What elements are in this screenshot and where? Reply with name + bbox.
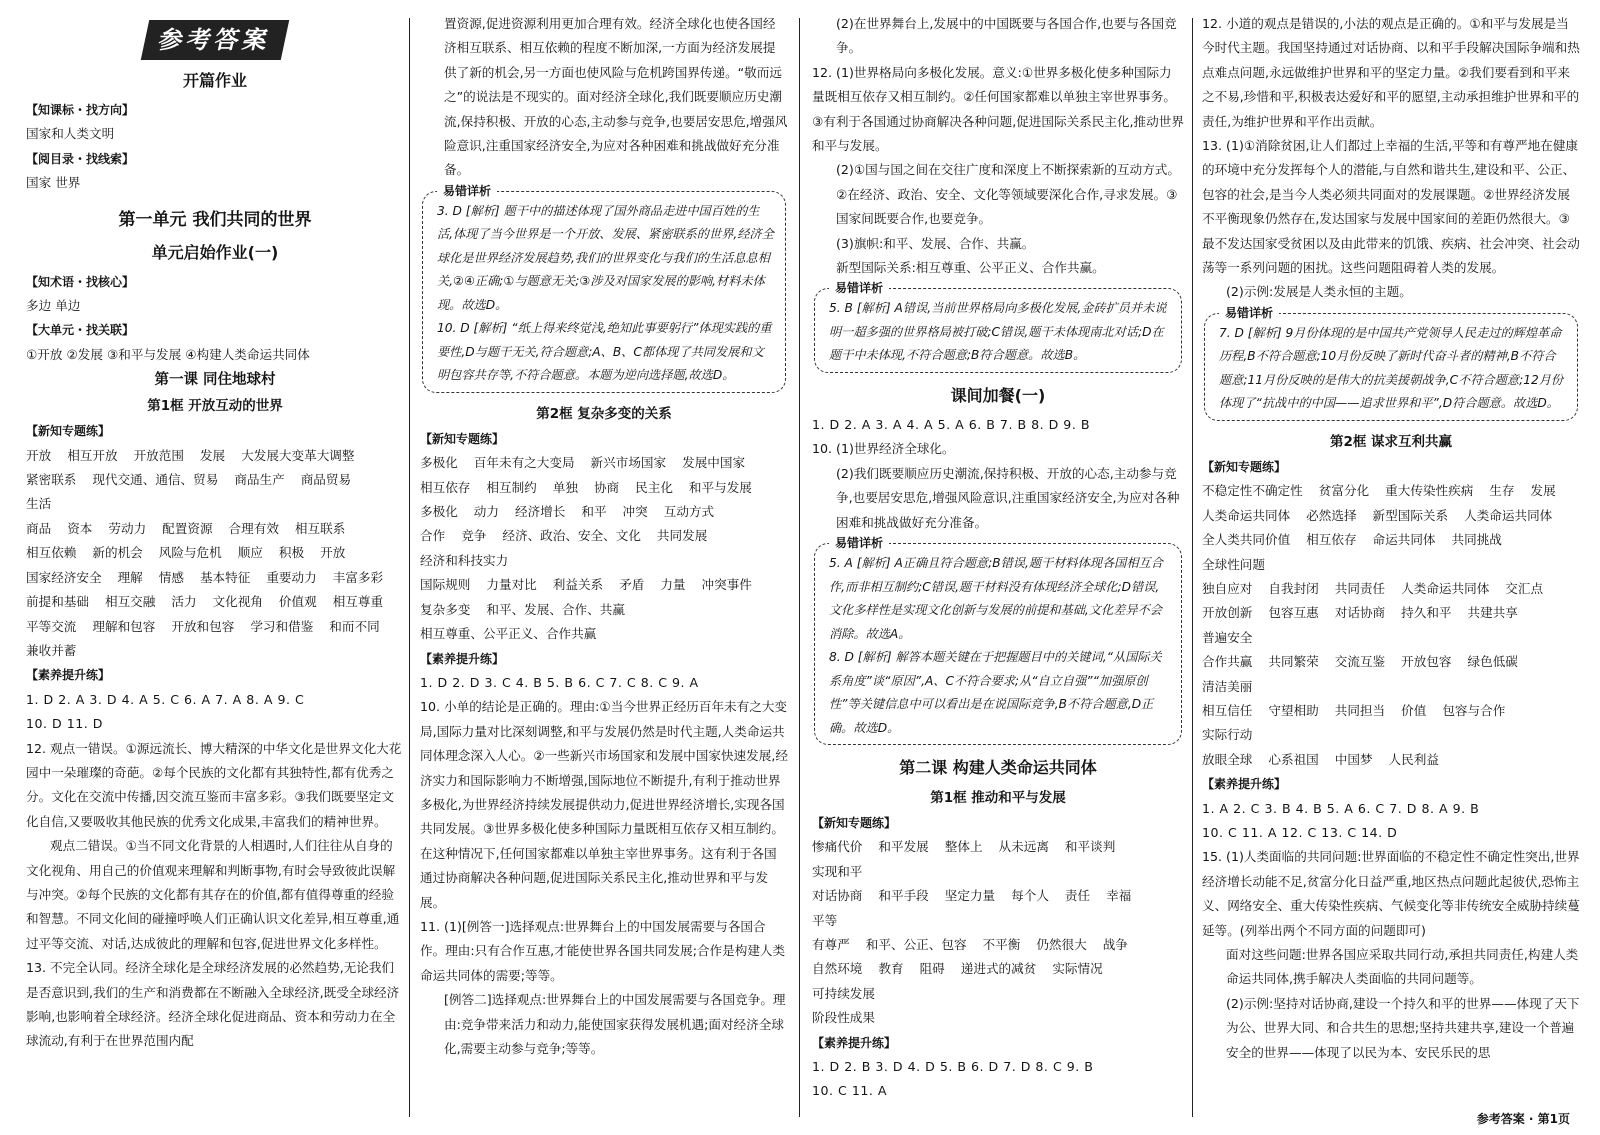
answer-text: 国家和人类文明 — [26, 126, 115, 142]
keyword-row — [26, 615, 404, 639]
keyword: 递进式的减贫 — [960, 961, 1037, 977]
keyword: 共同责任 — [1334, 580, 1386, 596]
extra-title: 课间加餐(一) — [950, 385, 1046, 405]
keyword: 经济增长 — [514, 504, 566, 520]
keyword: 商品 — [26, 520, 52, 536]
section-tag: 【素养提升练】 — [812, 1035, 897, 1050]
keyword: 协商 — [593, 479, 620, 495]
keyword: 人类命运共同体 — [1202, 507, 1291, 523]
keyword: 相互联系 — [294, 520, 346, 536]
keyword: 开放创新 — [1202, 605, 1253, 621]
box-title: 易错详析 — [437, 181, 497, 201]
keyword-row — [1202, 577, 1580, 601]
keyword: 积极 — [278, 545, 305, 561]
answer-paragraph: 置资源,促进资源利用更加合理有效。经济全球化也使各国经济相互联系、相互依赖的程度不断加深,一方面为经济发展提供了新的机会,另一方面也使风险与危机跨国界传递。“敬而远之”的说法是不现实的。面对经济全球化,我们既要顺应历史潮流,保持积极、开放的心态,主动参与竞争,也要居安思危,增强风险意识,注重国家经济安全,为应对各种困难和挑战做好充分准备。 — [444, 16, 788, 178]
opening-block — [26, 98, 404, 196]
keyword-row — [420, 476, 788, 500]
keyword: 和平发展 — [878, 839, 929, 855]
keyword: 多极化 — [420, 455, 458, 471]
keyword: 冲突 — [622, 504, 648, 520]
keyword: 发展中国家 — [682, 455, 746, 471]
section-tag: 【新知专题练】 — [812, 816, 897, 830]
column-1 — [26, 12, 404, 1121]
section-tag: 【素养提升练】 — [1202, 777, 1287, 792]
page-number: 参考答案 · 第1页 — [1476, 1112, 1570, 1126]
answer-paragraph: 新型国际关系:相互尊重、公平正义、合作共赢。 — [836, 260, 1105, 276]
keyword-row — [812, 1006, 1184, 1030]
answer-banner-text: 参考答案 — [141, 20, 290, 60]
keyword: 实现和平 — [812, 863, 863, 879]
keyword: 情感 — [158, 569, 184, 585]
answer-paragraph: 13. 不完全认同。经济全球化是全球经济发展的必然趋势,无论我们是否意识到,我们的生产和消费都在不断融入全球经济,既受全球经济影响,也影响着全球经济。经济全球化促进商品、资本和劳动力在全球流动,有利于在世界范围内配 — [26, 960, 400, 1049]
keyword: 和平与发展 — [688, 479, 752, 495]
section-tag: 【素养提升练】 — [420, 651, 505, 666]
keyword: 绿色低碳 — [1467, 654, 1518, 670]
keyword-row — [420, 500, 788, 524]
keyword: 相互尊重 — [332, 594, 384, 610]
mc-answers: 1. D 2. A 3. D 4. A 5. C 6. A 7. A 8. A 9. C — [26, 691, 305, 707]
keyword: 重大传染性疾病 — [1385, 483, 1474, 499]
keyword: 不稳定性不确定性 — [1202, 483, 1303, 499]
keyword: 清洁美丽 — [1202, 678, 1253, 694]
keyword-row — [1202, 528, 1580, 577]
keyword-row — [1202, 479, 1580, 503]
frame-title: 第2框 复杂多变的关系 — [536, 405, 672, 422]
keyword: 共建共享 — [1467, 605, 1518, 621]
keyword: 动力 — [473, 504, 499, 520]
keyword: 矛盾 — [619, 577, 645, 593]
keyword: 竞争 — [461, 528, 487, 544]
keyword: 不平衡 — [982, 937, 1021, 953]
keyword: 相互依存 — [1306, 532, 1357, 548]
answer-paragraph: (2)示例:发展是人类永恒的主题。 — [1226, 284, 1412, 300]
keyword: 相互交融 — [104, 594, 156, 610]
keyword-row — [1202, 748, 1580, 772]
keyword: 紧密联系 — [26, 472, 77, 488]
keyword: 开放 — [320, 545, 346, 561]
answer-paragraph: 12. 小道的观点是错误的,小法的观点是正确的。①和平与发展是当今时代主题。我国坚持通过对话协商、以和平手段解决国际争端和热点难点问题,永远做维护世界和平的坚定力量。②我们要看到和平来之不易,珍惜和平,积极表达爱好和平的愿望,主动承担维护世界和平的责任,为维护世界和平作出贡献。 — [1202, 16, 1580, 129]
answer-banner — [26, 20, 404, 60]
keyword: 顺应 — [237, 545, 263, 561]
unit-start-title: 单元启始作业(一) — [151, 242, 279, 262]
keyword: 经济、政治、安全、文化 — [502, 528, 641, 544]
keyword-row — [1202, 504, 1580, 528]
keyword: 新兴市场国家 — [590, 455, 667, 471]
frame-title: 第1框 开放互动的世界 — [147, 398, 283, 415]
keyword-row — [26, 517, 404, 541]
keyword: 丰富多彩 — [332, 569, 384, 585]
keyword: 互动方式 — [663, 504, 715, 520]
keyword: 相互依存 — [420, 479, 471, 495]
keyword: 理解和包容 — [92, 618, 156, 634]
section-tag: 【知课标・找方向】 — [26, 103, 135, 117]
keyword: 包容互惠 — [1268, 605, 1319, 621]
keyword: 幸福 — [1106, 888, 1132, 904]
keyword: 价值 — [1401, 702, 1427, 718]
keyword: 教育 — [878, 961, 904, 977]
keyword: 经济和科技实力 — [420, 552, 509, 568]
keyword-row — [26, 566, 404, 590]
frame-title: 第1框 推动和平与发展 — [930, 790, 1066, 806]
keyword: 力量对比 — [486, 577, 537, 593]
keyword: 对话协商 — [1334, 605, 1386, 621]
box-text: 10. D [解析] “纸上得来终觉浅,绝知此事要躬行”体现实践的重要性,D与题干无关,符合题意;A、B、C都体现了共同发展和文明包容共存等,不符合题意。本题为逆向选择题,故选D。 — [437, 321, 772, 383]
mc-answers: 10. D 11. D — [26, 716, 103, 732]
keyword: 商品生产 — [234, 472, 285, 488]
keyword-row — [812, 957, 1184, 1006]
keyword: 配置资源 — [162, 520, 213, 536]
box-text: 7. D [解析] 9月份体现的是中国共产党领导人民走过的辉煌革命历程,B不符合题意;10月份反映了新时代奋斗者的精神,B不符合题意;11月份反映的是伟大的抗美援朝战争,C不符合题意;12月份体现了“抗战中的中国——追求世界和平”,D符合题意。故选D。 — [1219, 325, 1564, 411]
keyword-row — [1202, 601, 1580, 650]
answer-paragraph: 12. (1)世界格局向多极化发展。意义:①世界多极化使多种国际力量既相互依存又相互制约。②任何国家都难以单独主宰世界事务。③有利于各国通过协商解决各种问题,促进国际关系民主化,推动世界和平与发展。 — [812, 64, 1184, 154]
keyword: 平等 — [812, 912, 838, 928]
keyword: 冲突事件 — [701, 577, 752, 593]
keyword: 中国梦 — [1334, 751, 1373, 767]
keyword: 发展 — [1530, 483, 1556, 499]
keyword: 全人类共同价值 — [1202, 532, 1291, 548]
keyword: 必然选择 — [1306, 507, 1357, 523]
keyword: 自然环境 — [812, 961, 863, 977]
keyword: 新型国际关系 — [1372, 507, 1449, 523]
section-tag: 【新知专题练】 — [420, 431, 505, 446]
keyword: 相互依赖 — [26, 545, 77, 561]
keyword: 人民利益 — [1388, 751, 1439, 767]
keyword-row — [26, 639, 404, 663]
keyword-list — [1202, 479, 1580, 772]
keyword: 和平 — [581, 504, 607, 520]
mc-answers: 1. A 2. C 3. B 4. B 5. A 6. C 7. D 8. A 9. B — [1202, 800, 1480, 816]
keyword: 平等交流 — [26, 618, 77, 634]
keyword: 共同发展 — [656, 528, 708, 544]
section-tag: 【素养提升练】 — [26, 668, 111, 683]
keyword: 劳动力 — [108, 520, 147, 536]
keyword: 全球性问题 — [1202, 556, 1265, 572]
keyword: 和平、公正、包容 — [865, 937, 967, 953]
column-divider — [409, 18, 410, 1117]
keyword: 新的机会 — [92, 545, 143, 561]
keyword-row — [812, 884, 1184, 933]
keyword: 实际行动 — [1202, 727, 1253, 743]
keyword: 和平谈判 — [1064, 839, 1116, 855]
keyword-row — [26, 468, 404, 517]
keyword-row — [420, 451, 788, 475]
keyword: 兼收并蓄 — [26, 642, 77, 658]
keyword-row — [26, 444, 404, 468]
keyword: 生活 — [26, 496, 52, 512]
keyword: 共同挑战 — [1451, 532, 1502, 548]
keyword-row — [420, 598, 788, 647]
keyword: 坚定力量 — [944, 888, 996, 904]
section-tag: 【新知专题练】 — [26, 424, 111, 439]
answer-paragraph: [例答二]选择观点:世界舞台上的中国发展需要与各国竞争。理由:竞争带来活力和动力,能使国家获得发展机遇;面对经济全球化,需要主动参与竞争;等等。 — [444, 992, 786, 1056]
answer-paragraph: (2)我们既要顺应历史潮流,保持积极、开放的心态,主动参与竞争,也要居安思危,增强风险意识,注重国家经济安全,为应对各种困难和挑战做好充分准备。 — [836, 465, 1180, 530]
opening-title: 开篇作业 — [182, 71, 247, 90]
keyword: 开放包容 — [1401, 654, 1452, 670]
keyword: 百年未有之大变局 — [473, 455, 575, 471]
keyword: 可持续发展 — [812, 985, 875, 1001]
section-tag: 【知术语・找核心】 — [26, 274, 135, 289]
keyword: 合理有效 — [228, 520, 279, 536]
answer-paragraph: (2)在世界舞台上,发展中的中国既要与各国合作,也要与各国竞争。 — [836, 16, 1177, 56]
answer-paragraph: 面对这些问题:世界各国应采取共同行动,承担共同责任,构建人类命运共同体,携手解决人类面临的共同问题等。 — [1226, 947, 1579, 987]
keyword: 放眼全球 — [1202, 751, 1253, 767]
mc-answers: 1. D 2. A 3. A 4. A 5. A 6. B 7. B 8. D 9. B — [812, 416, 1090, 432]
keyword: 商品贸易 — [300, 472, 352, 488]
error-analysis-box — [1204, 305, 1578, 421]
answer-paragraph: 13. (1)①消除贫困,让人们都过上幸福的生活,平等和有尊严地在健康的环境中充分发挥每个人的潜能,与自然和谐共生,建设和平、公正、包容的社会,是当今人类必须共同面对的发展课题。②世界经济发展不平衡现象仍然存在,发达国家与发展中国家间的差距仍然很大。③最不发达国家受贫困以及由此带来的饥饿、疾病、社会冲突、社会动荡等一系列问题的困扰。这些问题阻碍着人类的发展。 — [1202, 138, 1580, 276]
keyword-row — [812, 933, 1184, 957]
keyword: 利益关系 — [552, 577, 604, 593]
column-2 — [420, 12, 788, 1121]
keyword: 普遍安全 — [1202, 629, 1253, 645]
keyword: 包容与合作 — [1442, 702, 1506, 718]
keyword: 文化视角 — [212, 594, 263, 610]
keyword: 开放 — [26, 447, 52, 463]
mc-answers: 10. C 11. A 12. C 13. C 14. D — [1202, 824, 1398, 840]
keyword: 对话协商 — [812, 888, 863, 904]
keyword-row — [420, 524, 788, 573]
keyword: 从未远离 — [998, 839, 1049, 855]
keyword: 相互尊重、公平正义、合作共赢 — [420, 626, 597, 642]
keyword: 相互制约 — [486, 479, 537, 495]
keyword: 惨痛代价 — [812, 839, 863, 855]
answer-paragraph: 12. 观点一错误。①源远流长、博大精深的中华文化是世界文化大花园中一朵璀璨的奇葩。②每个民族的文化都有其独特性,都有优秀之分。文化在交流中传播,因交流互鉴而丰富多彩。③我们既要坚定文化自信,又要吸收其他民族的优秀文化成果,丰富我们的精神世界。 — [26, 740, 402, 829]
keyword: 复杂多变 — [420, 601, 471, 617]
answer-text: 国家 世界 — [26, 175, 81, 191]
error-analysis-box — [814, 536, 1182, 745]
keyword-row — [1202, 699, 1580, 748]
box-text: 3. D [解析] 题干中的描述体现了国外商品走进中国百姓的生活,体现了当今世界是一个开放、发展、紧密联系的世界,经济全球化是世界经济发展趋势,我们的世界变化与我们的生活息息相关,②④正确;①与题意无关;③涉及对国家发展的影响,材料未体现。故选D。 — [437, 203, 774, 312]
keyword-row — [1202, 650, 1580, 699]
keyword: 共同担当 — [1334, 702, 1386, 718]
section-tag: 【大单元・找关联】 — [26, 323, 135, 338]
keyword: 持久和平 — [1401, 605, 1452, 621]
keyword: 守望相助 — [1268, 702, 1319, 718]
keyword: 前提和基础 — [26, 594, 89, 610]
keyword: 风险与危机 — [158, 545, 222, 561]
keyword-row — [420, 573, 788, 597]
keyword: 开放范围 — [133, 447, 184, 463]
keyword: 独自应对 — [1202, 580, 1253, 596]
keyword-list — [26, 444, 404, 664]
keyword: 活力 — [171, 594, 197, 610]
keyword: 国家经济安全 — [26, 569, 102, 585]
keyword: 开放和包容 — [171, 618, 235, 634]
keyword: 仍然很大 — [1036, 937, 1087, 953]
box-text: 8. D [解析] 解答本题关键在于把握题目中的关键词,“从国际关系角度”谈“原因”,A、C不符合要求;从“自立自强”“加强原创性”等关键信息中可以看出是在说国际竞争,B不符合题意,D正确。故选D。 — [829, 650, 1162, 735]
keyword: 多极化 — [420, 504, 458, 520]
keyword: 实际情况 — [1052, 961, 1103, 977]
answer-text: 多边 单边 — [26, 298, 81, 314]
keyword: 合作 — [420, 528, 446, 544]
keyword: 贫富分化 — [1318, 483, 1370, 499]
keyword-list — [420, 451, 788, 646]
keyword-row — [26, 590, 404, 614]
section-tag: 【新知专题练】 — [1202, 459, 1287, 474]
keyword: 发展 — [199, 447, 226, 463]
box-text: 5. B [解析] A错误,当前世界格局向多极化发展,金砖扩员并未说明一超多强的世界格局被打破;C错误,题干未体现南北对话;D在题干中未体现,不符合题意;B符合题意。故选B。 — [829, 301, 1167, 363]
error-analysis-box — [422, 183, 786, 393]
keyword: 阶段性成果 — [812, 1010, 875, 1026]
box-text: 5. A [解析] A正确且符合题意;B错误,题干材料体现各国相互合作,而非相互制约;C错误,题干材料没有体现经济全球化;D错误,文化多样性是实现文化创新与发展的前提和基础,文化差异不会消除。故选A。 — [829, 556, 1163, 641]
keyword: 命运共同体 — [1372, 532, 1436, 548]
keyword: 心系祖国 — [1268, 751, 1319, 767]
error-analysis-box — [814, 281, 1182, 373]
keyword: 现代交通、通信、贸易 — [92, 472, 219, 488]
keyword: 交流互鉴 — [1334, 654, 1386, 670]
keyword: 和平手段 — [878, 888, 929, 904]
keyword: 资本 — [67, 520, 93, 536]
keyword: 基本特征 — [199, 569, 251, 585]
keyword: 有尊严 — [812, 937, 850, 953]
keyword: 力量 — [660, 577, 686, 593]
lesson-title: 第一课 同住地球村 — [154, 372, 276, 389]
keyword: 生存 — [1489, 483, 1515, 499]
lesson-title: 第二课 构建人类命运共同体 — [899, 758, 1097, 777]
column-3 — [812, 12, 1184, 1121]
answer-paragraph: 观点二错误。①当不同文化背景的人相遇时,人们往往从自身的文化视角、用自己的价值观来理解和判断事物,有时会导致彼此误解与冲突。②每个民族的文化都有其存在的价值,都有值得尊重的经验和智慧。不同文化间的碰撞呼唤人们正确认识文化差异,相互尊重,通过平等交流、对话,达成彼此的理解和包容,促进世界文化多样性。 — [26, 838, 400, 951]
keyword: 价值观 — [278, 594, 317, 610]
keyword-row — [26, 541, 404, 565]
answer-paragraph: 15. (1)人类面临的共同问题:世界面临的不稳定性不确定性突出,世界经济增长动能不足,贫富分化日益严重,地区热点问题此起彼伏,恐怖主义、网络安全、重大传染性疾病、气候变化等非传统安全威胁持续蔓延等。(列举出两个不同方面的问题即可) — [1202, 849, 1580, 938]
keyword: 阻碍 — [919, 961, 945, 977]
keyword: 大发展大变革大调整 — [241, 447, 355, 463]
keyword: 每个人 — [1011, 888, 1049, 904]
column-divider — [799, 18, 800, 1117]
keyword: 合作共赢 — [1202, 654, 1253, 670]
column-4 — [1202, 12, 1580, 1121]
answer-paragraph: (2)①国与国之间在交往广度和深度上不断探索新的互动方式。②在经济、政治、安全、文化等领域要深化合作,寻求发展。③国家间既要合作,也要竞争。 — [836, 162, 1180, 227]
keyword: 自我封闭 — [1268, 580, 1319, 596]
keyword-list — [812, 835, 1184, 1030]
keyword: 整体上 — [944, 839, 983, 855]
keyword: 和而不同 — [329, 618, 380, 634]
column-divider — [1192, 18, 1193, 1117]
answer-paragraph: 11. (1)[例答一]选择观点:世界舞台上的中国发展需要与各国合作。理由:只有合作互惠,才能使世界各国共同发展;合作是构建人类命运共同体的需要;等等。 — [420, 918, 786, 983]
keyword: 人类命运共同体 — [1464, 507, 1553, 523]
keyword: 和平、发展、合作、共赢 — [486, 601, 625, 617]
answer-text: ①开放 ②发展 ③和平与发展 ④构建人类命运共同体 — [26, 346, 310, 362]
answer-paragraph: (2)示例:坚持对话协商,建设一个持久和平的世界——体现了天下为公、世界大同、和合共生的思想;坚持共建共享,建设一个普遍安全的世界——体现了以民为本、安民乐民的思 — [1226, 995, 1580, 1060]
section-tag: 【阅目录・找线索】 — [26, 151, 135, 166]
box-title: 易错详析 — [829, 533, 889, 553]
keyword: 相互开放 — [67, 447, 118, 463]
keyword: 重要动力 — [266, 569, 317, 585]
mc-answers: 1. D 2. D 3. C 4. B 5. B 6. C 7. C 8. C 9. A — [420, 674, 699, 690]
frame-title: 第2框 谋求互利共赢 — [1329, 433, 1453, 450]
keyword: 单独 — [552, 479, 578, 495]
keyword: 学习和借鉴 — [250, 618, 314, 634]
box-title: 易错详析 — [1219, 303, 1279, 323]
answer-paragraph: 10. (1)世界经济全球化。 — [812, 441, 955, 457]
keyword: 责任 — [1064, 888, 1091, 904]
keyword: 共同繁荣 — [1268, 654, 1319, 670]
keyword: 国际规则 — [420, 577, 471, 593]
answer-paragraph: 10. 小单的结论是正确的。理由:①当今世界正经历百年未有之大变局,国际力量对比深刻调整,和平与发展仍然是时代主题,人类命运共同体理念深入人心。②一些新兴市场国家和发展中国家快速发展,经济实力和国际影响力不断增强,国际地位不断提升,有利于推动世界多极化,为世界经济持续发展提供动力,促进世界经济增长,实现各国共同发展。③世界多极化使多种国际力量既相互依存又相互制约。在这种情况下,任何国家都难以单独主宰世界事务。这有利于各国通过协商解决各种问题,促进国际关系民主化,推动世界和平与发展。 — [420, 699, 788, 910]
keyword: 相互信任 — [1202, 702, 1253, 718]
keyword: 理解 — [117, 569, 143, 585]
keyword: 战争 — [1102, 937, 1128, 953]
mc-answers: 10. C 11. A — [812, 1083, 887, 1099]
box-title: 易错详析 — [829, 278, 889, 298]
keyword: 交汇点 — [1505, 580, 1544, 596]
mc-answers: 1. D 2. B 3. D 4. D 5. B 6. D 7. D 8. C 9. B — [812, 1059, 1094, 1075]
unit-title: 第一单元 我们共同的世界 — [118, 209, 312, 230]
answer-paragraph: (3)旗帜:和平、发展、合作、共赢。 — [836, 235, 1035, 251]
keyword-row — [812, 835, 1184, 884]
keyword: 人类命运共同体 — [1401, 580, 1490, 596]
keyword: 民主化 — [635, 479, 673, 495]
